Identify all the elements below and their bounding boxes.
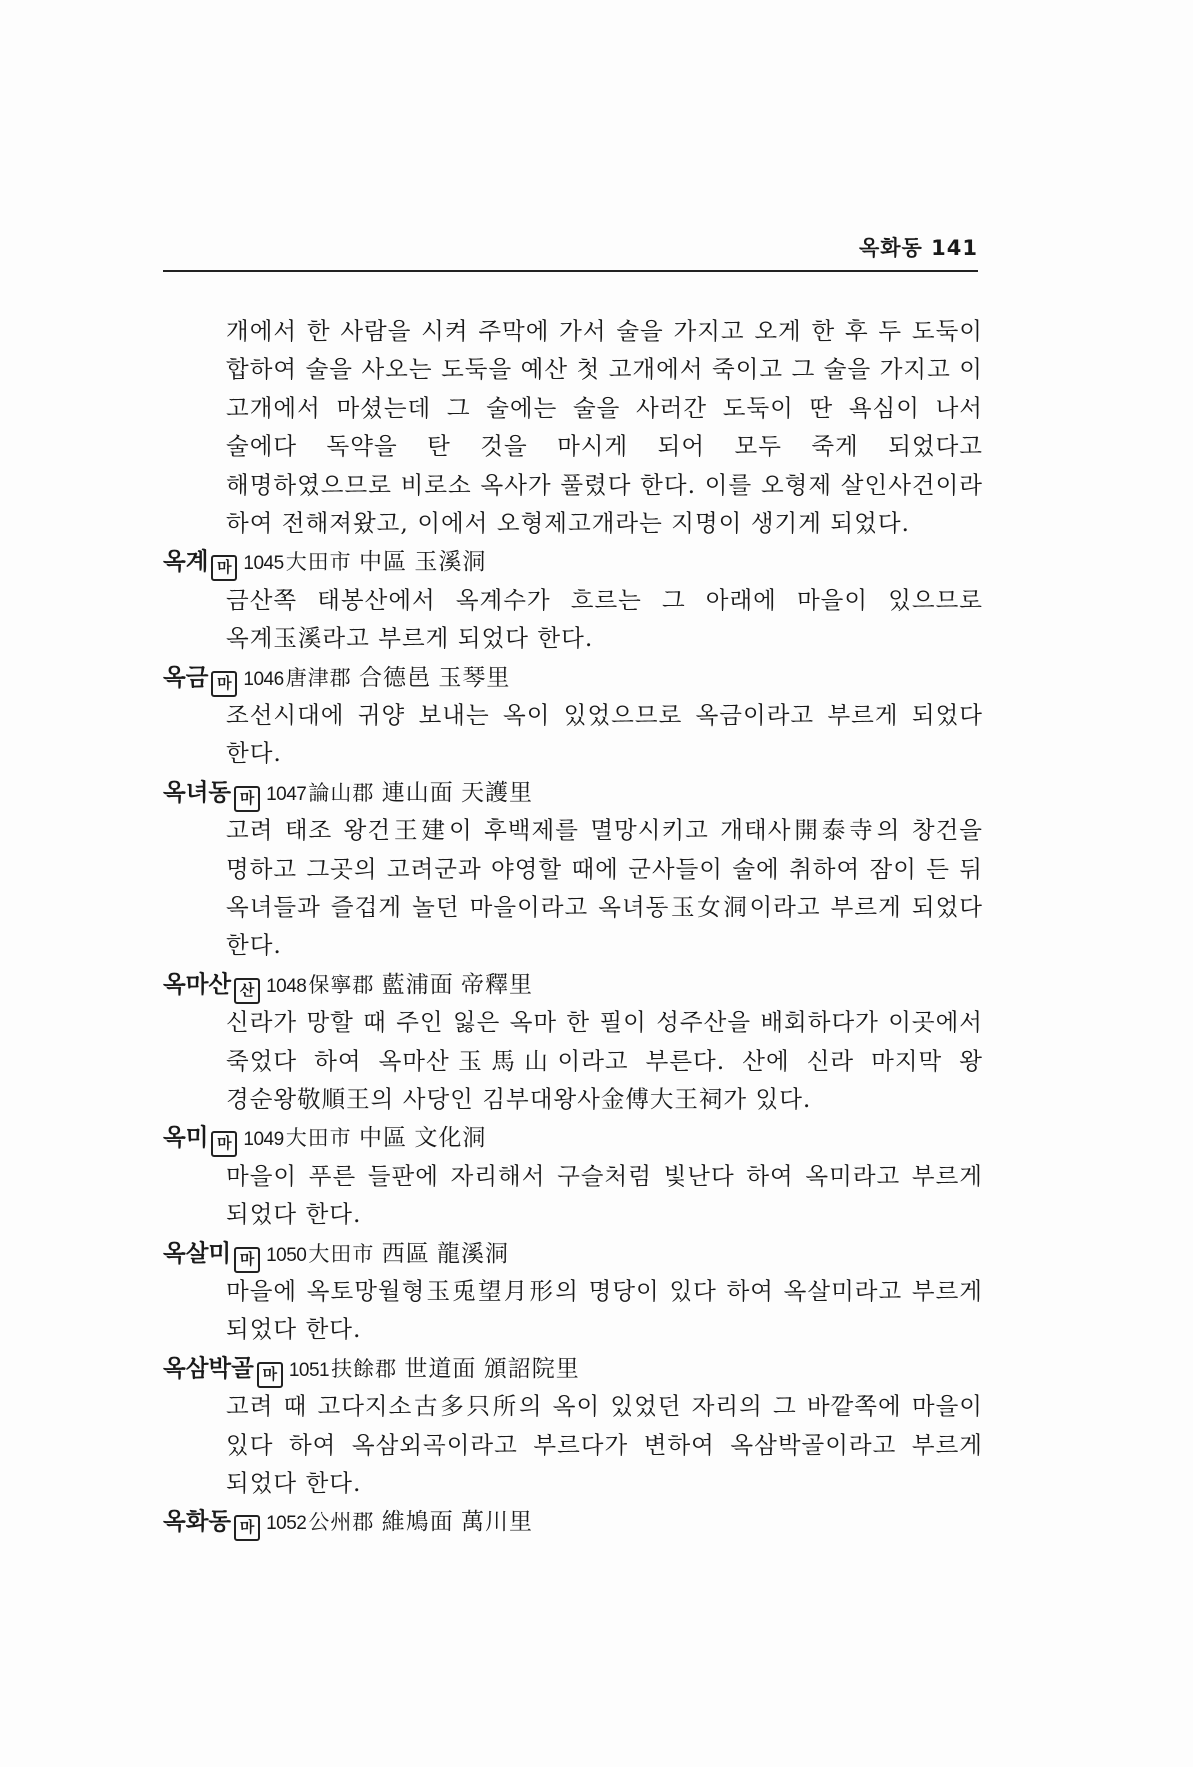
- category-mark: 마: [211, 1131, 237, 1157]
- entry-number: 1048: [266, 975, 307, 997]
- headword: 옥마산: [163, 969, 232, 998]
- entry-oksalmi: [163, 1234, 983, 1349]
- entry-heading: [163, 658, 983, 696]
- entry-description: 마을이 푸른 들판에 자리해서 구슬처럼 빛난다 하여 옥미라고 부르게 되었다 한다.: [226, 1161, 983, 1229]
- entry-number: 1049: [243, 1129, 284, 1151]
- entry-number: 1050: [266, 1244, 307, 1266]
- entry-description: 신라가 망할 때 주인 잃은 옥마 한 필이 성주산을 배회하다가 이곳에서 죽었다 하여 옥마산玉馬山이라고 부른다. 산에 신라 마지막 왕 경순왕敬順王의 사당인 김부대왕사金傅大王祠가 있다.: [226, 1008, 983, 1114]
- entry-description: 마을에 옥토망월형玉兎望月形의 명당이 있다 하여 옥살미라고 부르게 되었다 한다.: [226, 1277, 983, 1344]
- entry-okgeum: [163, 658, 983, 773]
- location-county: 大田市: [308, 1241, 375, 1266]
- location-district: 西區: [381, 1240, 430, 1267]
- location-village: 萬川里: [461, 1509, 534, 1536]
- entry-heading: [163, 542, 983, 580]
- location-village: 頒詔院里: [483, 1355, 580, 1382]
- entry-number: 1046: [243, 668, 284, 690]
- location-district: 中區: [359, 549, 407, 576]
- location-district: 世道面: [404, 1355, 477, 1382]
- entry-oknyeodong: [163, 773, 983, 965]
- category-mark: 마: [234, 1247, 260, 1273]
- location-county: 論山郡: [308, 780, 375, 805]
- location-district: 維鳩面: [381, 1509, 454, 1536]
- entry-okhwadong: [163, 1502, 983, 1540]
- headword: 옥삼박골: [163, 1353, 254, 1382]
- location-county: 保寧郡: [308, 972, 375, 997]
- category-mark: 마: [257, 1362, 283, 1388]
- headword: 옥화동: [163, 1507, 232, 1536]
- entry-description: 고려 때 고다지소古多只所의 옥이 있었던 자리의 그 바깥쪽에 마을이 있다 하여 옥삼외곡이라고 부르다가 변하여 옥삼박골이라고 부르게 되었다 한다.: [226, 1392, 983, 1498]
- headword: 옥금: [163, 662, 209, 691]
- entry-heading: [163, 773, 983, 811]
- entry-number: 1051: [288, 1359, 330, 1381]
- location-district: 合德邑: [359, 664, 431, 691]
- headword: 옥살미: [163, 1238, 232, 1267]
- category-mark: 마: [211, 555, 237, 581]
- headword: 옥미: [163, 1123, 209, 1152]
- location-county: 大田市: [285, 1126, 352, 1151]
- page-body: [163, 312, 983, 1541]
- entry-description: 고려 태조 왕건王建이 후백제를 멸망시키고 개태사開泰寺의 창건을 명하고 그곳의 고려군과 야영할 때에 군사들이 술에 취하여 잠이 든 뒤 옥녀들과 즐겁게 놀던 마을이라고 옥녀동玉女洞이라고 부르게 되었다 한다.: [226, 816, 983, 960]
- location-village: 玉琴里: [438, 664, 511, 691]
- location-village: 文化洞: [414, 1125, 487, 1152]
- location-district: 連山面: [381, 779, 454, 806]
- location-village: 天護里: [461, 779, 534, 806]
- location-county: 扶餘郡: [331, 1356, 398, 1381]
- page-header: [163, 232, 978, 272]
- entry-okgye: [163, 542, 983, 657]
- entry-heading: [163, 1118, 983, 1156]
- running-title: 옥화동 141: [858, 236, 978, 260]
- entry-oksambakgol: [163, 1349, 983, 1503]
- entry-description: 조선시대에 귀양 보내는 옥이 있었으므로 옥금이라고 부르게 되었다 한다.: [226, 701, 983, 768]
- entry-heading: [163, 1502, 983, 1540]
- location-village: 玉溪洞: [414, 549, 487, 576]
- entry-heading: [163, 1234, 983, 1272]
- entry-okmasan: [163, 965, 983, 1119]
- entry-number: 1045: [243, 553, 284, 575]
- entry-number: 1047: [266, 783, 307, 805]
- entry-description: 금산쪽 태봉산에서 옥계수가 흐르는 그 아래에 마을이 있으므로 옥계玉溪라고 부르게 되었다 한다.: [226, 585, 983, 653]
- continuation-paragraph: 개에서 한 사람을 시켜 주막에 가서 술을 가지고 오게 한 후 두 도둑이 합하여 술을 사오는 도둑을 예산 첫 고개에서 죽이고 그 술을 가지고 이 고개에서 마셨는데 그 술에는 술을 사러간 도둑이 딴 욕심이 나서 술에다 독약을 탄 것을 마시게 되어 모두 죽게 되었다고 해명하였으므로 비로소 옥사가 풀렸다 한다. 이를 오형제 살인사건이라 하여 전해져왔고, 이에서 오형제고개라는 지명이 생기게 되었다.: [226, 317, 983, 538]
- entry-heading: [163, 1349, 983, 1387]
- category-mark: 마: [211, 671, 237, 697]
- location-district: 中區: [359, 1125, 407, 1152]
- location-county: 大田市: [285, 550, 352, 575]
- headword: 옥녀동: [163, 777, 232, 806]
- location-village: 帝釋里: [461, 971, 534, 998]
- location-county: 公州郡: [308, 1510, 375, 1535]
- headword: 옥계: [163, 547, 209, 576]
- category-mark: 산: [234, 978, 260, 1004]
- location-village: 龍溪洞: [437, 1240, 510, 1267]
- location-county: 唐津郡: [285, 665, 352, 690]
- category-mark: 마: [234, 786, 260, 812]
- entry-number: 1052: [266, 1513, 307, 1535]
- entry-heading: [163, 965, 983, 1003]
- category-mark: 마: [234, 1515, 260, 1541]
- entry-okmi: [163, 1118, 983, 1233]
- location-district: 藍浦面: [381, 971, 454, 998]
